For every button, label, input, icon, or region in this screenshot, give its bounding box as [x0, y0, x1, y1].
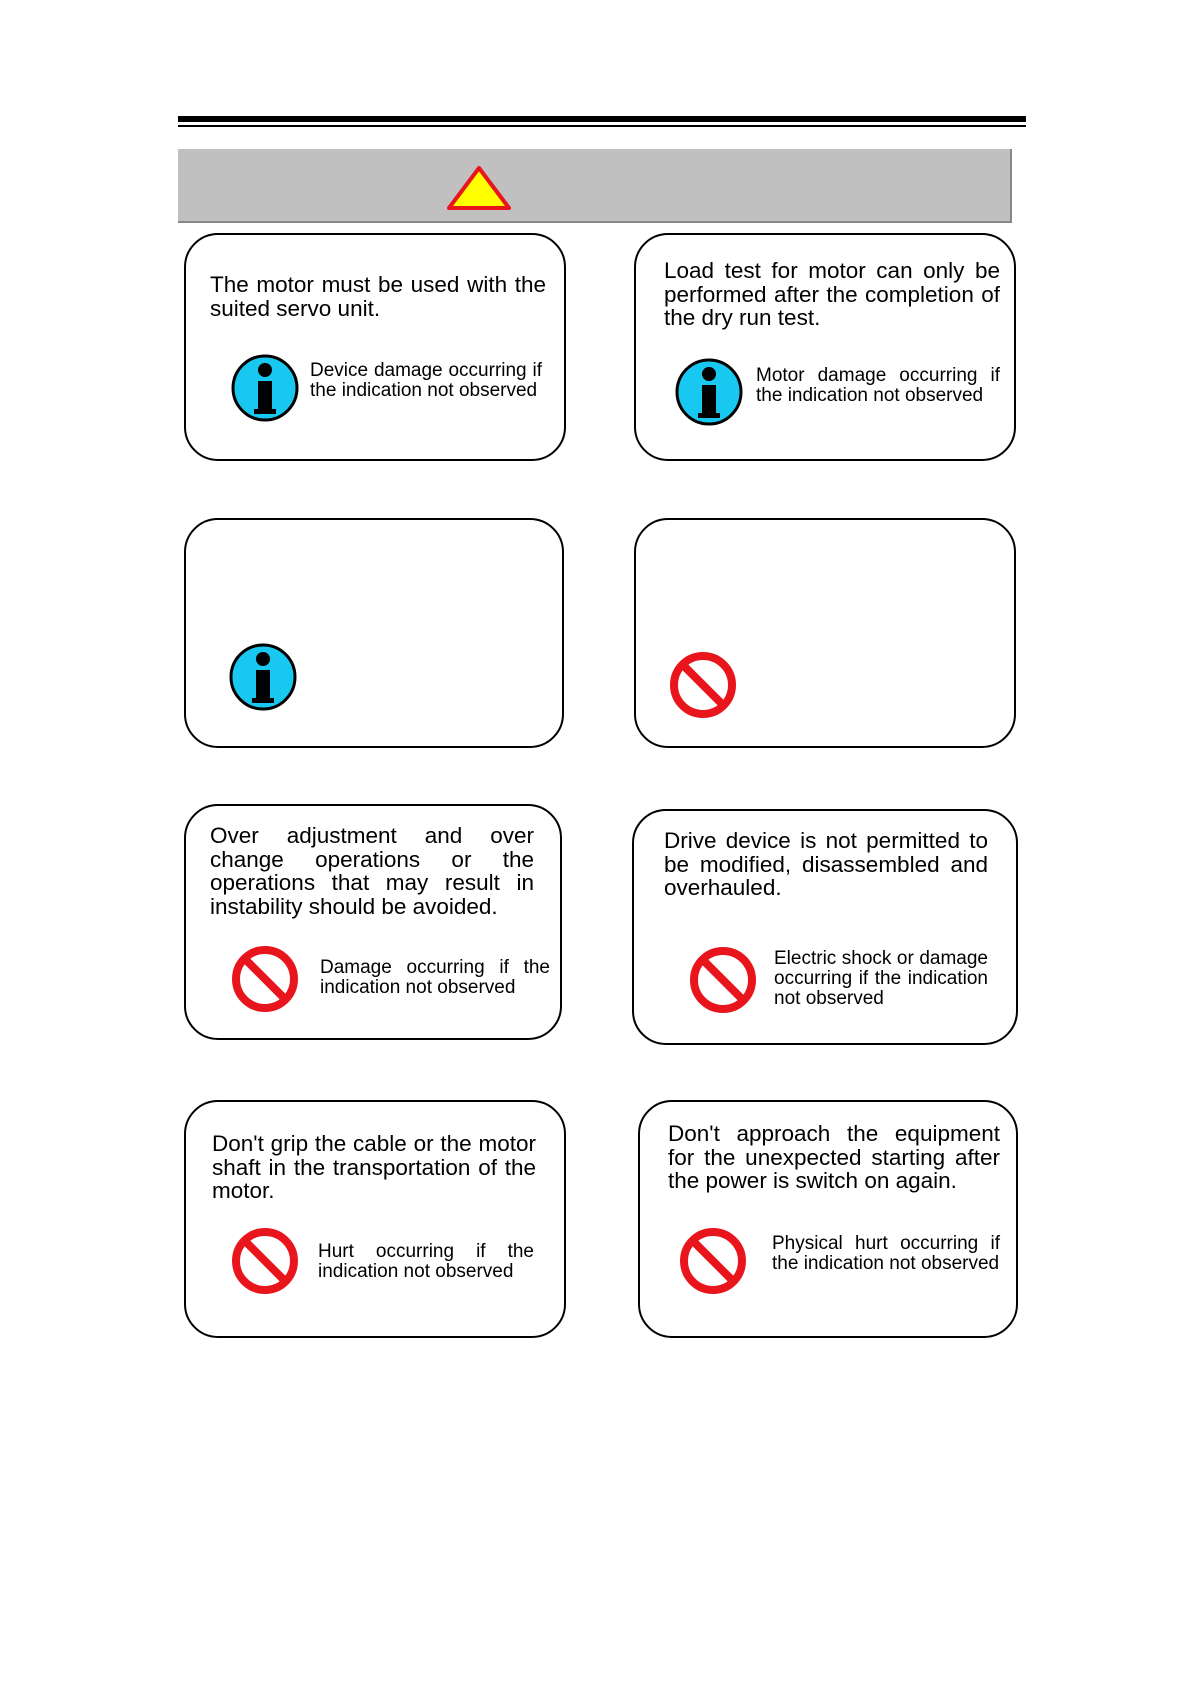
- info-icon: [230, 353, 300, 423]
- caution-card-1: [184, 233, 566, 461]
- info-icon: [674, 357, 744, 427]
- caution-card-2: [634, 233, 1016, 461]
- prohibition-icon: [230, 1226, 300, 1296]
- top-rule-thick: [178, 116, 1026, 122]
- card-note-text: Electric shock or damage occurring if the indication not observed: [774, 948, 988, 1009]
- card-main-text: Load test for motor can only be performed after the completion of the dry run test.: [664, 258, 1000, 330]
- card-note-text: Physical hurt occurring if the indication not observed: [772, 1233, 1000, 1274]
- prohibition-icon: [678, 1226, 748, 1296]
- caution-banner: [178, 149, 1012, 223]
- prohibition-icon: [230, 944, 300, 1014]
- caution-card-8: [638, 1100, 1018, 1338]
- info-icon: [228, 642, 298, 712]
- card-main-text: Drive device is not permitted to be modified, disassembled and overhauled.: [664, 828, 988, 900]
- top-rule-thin: [178, 125, 1026, 127]
- prohibition-icon: [668, 650, 738, 720]
- card-note-text: Device damage occurring if the indication not observed: [310, 360, 542, 401]
- caution-card-4: [634, 518, 1016, 748]
- caution-card-5: [184, 804, 562, 1040]
- warning-triangle-icon: [446, 165, 512, 211]
- card-main-text: Don't approach the equipment for the unexpected starting after the power is switch on again.: [668, 1121, 1000, 1193]
- card-main-text: Over adjustment and over change operations or the operations that may result in instability should be avoided.: [210, 823, 534, 919]
- caution-card-3: [184, 518, 564, 748]
- prohibition-icon: [688, 945, 758, 1015]
- card-note-text: Motor damage occurring if the indication not observed: [756, 365, 1000, 406]
- card-main-text: The motor must be used with the suited servo unit.: [210, 272, 546, 321]
- card-main-text: Don't grip the cable or the motor shaft in the transportation of the motor.: [212, 1131, 536, 1203]
- card-note-text: Damage occurring if the indication not observed: [320, 957, 550, 998]
- caution-card-6: [632, 809, 1018, 1045]
- caution-card-7: [184, 1100, 566, 1338]
- card-note-text: Hurt occurring if the indication not observed: [318, 1241, 534, 1282]
